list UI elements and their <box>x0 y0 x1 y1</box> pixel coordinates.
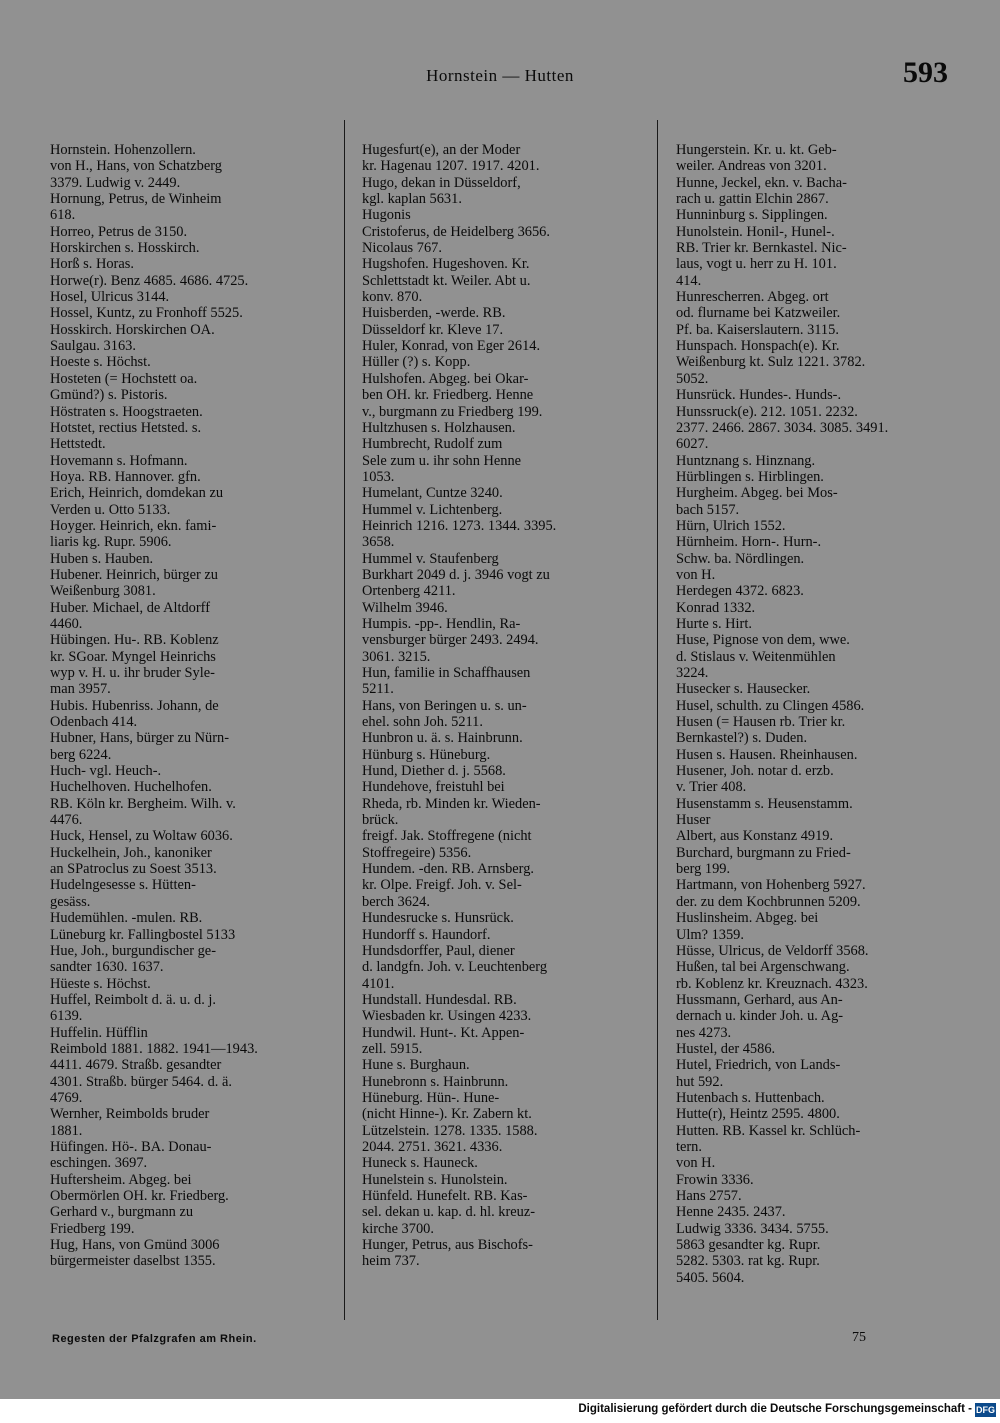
register-line: Heinrich 1216. 1273. 1344. 3395. <box>362 517 557 534</box>
register-line: Schlettstadt kt. Weiler. Abt u. <box>362 272 531 289</box>
register-line: Husen (= Hausen rb. Trier kr. <box>676 714 846 731</box>
register-line: Gmünd?) s. Pistoris. <box>50 387 168 404</box>
register-line: Frowin 3336. <box>676 1171 754 1188</box>
register-line: berg 199. <box>676 861 731 878</box>
register-line: Hutten. RB. Kassel kr. Schlüch- <box>676 1122 861 1139</box>
register-line: Wilhelm 3946. <box>362 599 448 616</box>
register-line: Husen s. Hausen. Rheinhausen. <box>676 746 858 763</box>
register-line: 5052. <box>676 370 709 387</box>
register-line: Höstraten s. Hoogstraeten. <box>50 403 203 420</box>
column-1 <box>50 142 325 1270</box>
page-number: 593 <box>903 56 948 89</box>
register-line: Hoyger. Heinrich, ekn. fami- <box>50 517 217 534</box>
register-line: 4476. <box>50 812 83 829</box>
register-line: Hugo, dekan in Düsseldorf, <box>362 174 521 191</box>
register-line: Odenbach 414. <box>50 714 138 731</box>
register-line: Hugonis <box>362 207 411 224</box>
series-title: Regesten der Pfalzgrafen am Rhein. <box>52 1333 257 1345</box>
register-line: Sele zum u. ihr sohn Henne <box>362 452 522 469</box>
register-line: 3379. Ludwig v. 2449. <box>50 174 181 191</box>
register-line: Hettstedt. <box>50 436 106 453</box>
register-line: an SPatroclus zu Soest 3513. <box>50 861 217 878</box>
register-line: Hans 2757. <box>676 1188 742 1204</box>
register-line: Hundehove, freistuhl bei <box>362 779 505 796</box>
register-line: Hüneburg. Hün-. Hune- <box>362 1089 500 1106</box>
register-line: eschingen. 3697. <box>50 1155 148 1172</box>
register-line: Hudemühlen. -mulen. RB. <box>50 910 203 927</box>
register-line: Hungerstein. Kr. u. kt. Geb- <box>676 142 837 158</box>
register-line: 3061. 3215. <box>362 648 431 665</box>
register-line: dernach u. kinder Joh. u. Ag- <box>676 1008 844 1025</box>
register-line: 4411. 4679. Straßb. gesandter <box>50 1057 222 1074</box>
register-line: Humbrecht, Rudolf zum <box>362 436 503 453</box>
register-line: laus, vogt u. herr zu H. 101. <box>676 256 837 273</box>
register-line: Friedberg 199. <box>50 1220 135 1237</box>
register-line: Hultzhusen s. Holzhausen. <box>362 419 516 436</box>
register-line: Henne 2435. 2437. <box>676 1204 786 1221</box>
register-line: Hubener. Heinrich, bürger zu <box>50 566 218 583</box>
register-line: Hustel, der 4586. <box>676 1040 776 1057</box>
register-line: kr. Olpe. Freigf. Joh. v. Sel- <box>362 877 522 894</box>
register-line: nes 4273. <box>676 1024 732 1041</box>
register-line: Hun, familie in Schaffhausen <box>362 665 531 681</box>
register-line: Hürnheim. Horn-. Hurn-. <box>676 534 822 551</box>
register-line: Hunssruck(e). 212. 1051. 2232. <box>676 403 858 420</box>
register-line: Hübingen. Hu-. RB. Koblenz <box>50 632 219 649</box>
register-line: Burchard, burgmann zu Fried- <box>676 844 851 861</box>
register-line: (nicht Hinne-). Kr. Zabern kt. <box>362 1106 532 1123</box>
register-line: der. zu dem Kochbrunnen 5209. <box>676 893 861 910</box>
register-line: Hunsrück. Hundes-. Hunds-. <box>676 387 842 404</box>
register-line: Huch- vgl. Heuch-. <box>50 763 162 780</box>
register-line: Hunne, Jeckel, ekn. v. Bacha- <box>676 174 847 191</box>
register-line: Hudelngesesse s. Hütten- <box>50 877 196 894</box>
register-line: Hosskirch. Horskirchen OA. <box>50 321 215 338</box>
register-line: konv. 870. <box>362 289 423 306</box>
register-line: 5405. 5604. <box>676 1269 745 1286</box>
register-line: Hundorff s. Haundorf. <box>362 926 491 943</box>
register-line: Hünburg s. Hüneburg. <box>362 746 491 763</box>
register-line: Albert, aus Konstanz 4919. <box>676 828 834 845</box>
register-line: Hug, Hans, von Gmünd 3006 <box>50 1237 220 1254</box>
register-line: 4301. Straßb. bürger 5464. d. ä. <box>50 1073 232 1090</box>
register-line: Huck, Hensel, zu Woltaw 6036. <box>50 828 233 845</box>
register-line: kr. SGoar. Myngel Heinrichs <box>50 648 216 665</box>
register-line: Huser <box>676 812 711 829</box>
register-line: Hartmann, von Hohenberg 5927. <box>676 877 866 894</box>
register-line: Obermörlen OH. kr. Friedberg. <box>50 1188 229 1204</box>
register-line: Wernher, Reimbolds bruder <box>50 1106 210 1123</box>
register-line: Husener, Joh. notar d. erzb. <box>676 763 834 780</box>
register-line: Hürn, Ulrich 1552. <box>676 517 786 534</box>
register-line: Hune s. Burghaun. <box>362 1057 470 1074</box>
register-line: Horreo, Petrus de 3150. <box>50 223 188 240</box>
register-line: 3658. <box>362 534 395 551</box>
register-line: bürgermeister daselbst 1355. <box>50 1253 216 1270</box>
register-line: Düsseldorf kr. Kleve 17. <box>362 321 504 338</box>
register-line: Horwe(r). Benz 4685. 4686. 4725. <box>50 272 249 289</box>
register-line: 4769. <box>50 1089 83 1106</box>
register-line: 2377. 2466. 2867. 3034. 3085. 3491. <box>676 419 889 436</box>
register-line: Hunger, Petrus, aus Bischofs- <box>362 1237 533 1254</box>
register-line: Hosel, Ulricus 3144. <box>50 289 170 306</box>
register-line: 5863 gesandter kg. Rupr. <box>676 1237 821 1254</box>
register-line: Huslinsheim. Abgeg. bei <box>676 910 819 927</box>
register-line: Hubner, Hans, bürger zu Nürn- <box>50 730 229 747</box>
register-line: 6027. <box>676 436 709 453</box>
register-line: Reimbold 1881. 1882. 1941—1943. <box>50 1040 258 1057</box>
register-line: Hummel v. Lichtenberg. <box>362 501 503 518</box>
register-line: Hornstein. Hohenzollern. <box>50 142 196 158</box>
register-line: Rheda, rb. Minden kr. Wieden- <box>362 795 541 812</box>
register-line: zell. 5915. <box>362 1040 423 1057</box>
register-line: wyp v. H. u. ihr bruder Syle- <box>50 665 215 681</box>
register-line: Weißenburg 3081. <box>50 583 156 600</box>
register-line: Schw. ba. Nördlingen. <box>676 550 805 567</box>
register-line: rach u. gattin Elchin 2867. <box>676 191 829 208</box>
register-line: Ulm? 1359. <box>676 926 744 943</box>
register-line: ben OH. kr. Friedberg. Henne <box>362 387 534 404</box>
funding-credit: Digitalisierung gefördert durch die Deutsche Forschungsgemeinschaft - <box>578 1403 972 1415</box>
register-line: Horskirchen s. Hosskirch. <box>50 240 200 257</box>
register-line: Huckelhein, Joh., kanoniker <box>50 844 212 861</box>
column-2 <box>362 142 637 1270</box>
register-line: kgl. kaplan 5631. <box>362 191 462 208</box>
register-line: Hossel, Kuntz, zu Fronhoff 5525. <box>50 305 243 322</box>
register-line: 4460. <box>50 615 83 632</box>
register-line: Erich, Heinrich, domdekan zu <box>50 485 224 502</box>
register-line: Hußen, tal bei Argenschwang. <box>676 959 850 976</box>
dfg-logo: DFG <box>976 1405 995 1415</box>
register-line: Hunolstein. Honil-, Hunel-. <box>676 223 835 240</box>
register-line: 618. <box>50 207 76 224</box>
register-line: Hundsdorffer, Paul, diener <box>362 942 515 959</box>
register-line: d. landgfn. Joh. v. Leuchtenberg <box>362 959 548 976</box>
register-line: 4101. <box>362 975 395 992</box>
register-line: brück. <box>362 812 399 829</box>
register-line: weiler. Andreas von 3201. <box>676 158 827 175</box>
register-line: v., burgmann zu Friedberg 199. <box>362 403 543 420</box>
credit-band <box>0 1399 1000 1423</box>
register-line: 1881. <box>50 1122 83 1139</box>
register-line: Hosteten (= Hochstett oa. <box>50 370 198 387</box>
register-line: Hussmann, Gerhard, aus An- <box>676 991 843 1008</box>
register-line: Burkhart 2049 d. j. 3946 vogt zu <box>362 566 550 583</box>
register-line: 1053. <box>362 468 395 485</box>
register-line: Hürblingen s. Hirblingen. <box>676 468 824 485</box>
register-line: Herdegen 4372. 6823. <box>676 583 804 600</box>
register-line: Nicolaus 767. <box>362 240 442 257</box>
register-line: Hornung, Petrus, de Winheim <box>50 191 222 208</box>
register-line: berg 6224. <box>50 746 112 763</box>
register-line: Hunspach. Honspach(e). Kr. <box>676 338 840 355</box>
register-line: Huftersheim. Abgeg. bei <box>50 1171 192 1188</box>
register-line: Hüfingen. Hö-. BA. Donau- <box>50 1138 212 1155</box>
register-line: Husel, schulth. zu Clingen 4586. <box>676 697 865 714</box>
register-line: Lützelstein. 1278. 1335. 1588. <box>362 1122 538 1139</box>
register-line: von H. <box>676 566 716 583</box>
register-line: berch 3624. <box>362 893 430 910</box>
register-line: Huler, Konrad, von Eger 2614. <box>362 338 541 355</box>
register-line: 6139. <box>50 1008 83 1025</box>
register-line: Hummel v. Staufenberg <box>362 550 499 567</box>
register-line: Ludwig 3336. 3434. 5755. <box>676 1220 829 1237</box>
register-line: 3224. <box>676 665 709 681</box>
register-line: Hunrescherren. Abgeg. ort <box>676 289 829 306</box>
register-line: kirche 3700. <box>362 1220 434 1237</box>
register-line: Hünfeld. Hunefelt. RB. Kas- <box>362 1188 528 1204</box>
register-line: Cristoferus, de Heidelberg 3656. <box>362 223 550 240</box>
running-header: Hornstein — Hutten <box>426 66 574 85</box>
register-line: Horß s. Horas. <box>50 256 134 273</box>
register-line: Hans, von Beringen u. s. un- <box>362 697 527 714</box>
register-line: kr. Hagenau 1207. 1917. 4201. <box>362 158 540 175</box>
register-line: d. Stislaus v. Weitenmühlen <box>676 648 836 665</box>
register-line: Pf. ba. Kaiserslautern. 3115. <box>676 321 839 338</box>
register-line: Ortenberg 4211. <box>362 583 456 600</box>
register-line: 414. <box>676 272 702 289</box>
register-line: gesäss. <box>50 893 91 910</box>
register-line: ehel. sohn Joh. 5211. <box>362 714 483 731</box>
register-line: vensburger bürger 2493. 2494. <box>362 632 539 649</box>
register-line: od. flurname bei Katzweiler. <box>676 305 841 322</box>
register-line: Stoffregeire) 5356. <box>362 844 472 861</box>
register-line: Hoeste s. Höchst. <box>50 354 151 371</box>
register-line: Huffelin. Hüfflin <box>50 1024 148 1041</box>
register-line: Husecker s. Hausecker. <box>676 681 811 698</box>
footer-page-number: 75 <box>852 1330 866 1345</box>
register-line: Hurgheim. Abgeg. bei Mos- <box>676 485 838 502</box>
register-line: Huben s. Hauben. <box>50 550 154 567</box>
register-line: Hund, Diether d. j. 5568. <box>362 763 506 780</box>
register-line: Saulgau. 3163. <box>50 338 136 355</box>
register-line: rb. Koblenz kr. Kreuznach. 4323. <box>676 975 868 992</box>
register-line: Wiesbaden kr. Usingen 4233. <box>362 1008 532 1025</box>
register-line: Hüeste s. Höchst. <box>50 975 151 992</box>
register-line: Huntznang s. Hinznang. <box>676 452 816 469</box>
register-line: Hoya. RB. Hannover. gfn. <box>50 468 201 485</box>
register-line: liaris kg. Rupr. 5906. <box>50 534 172 551</box>
register-line: Verden u. Otto 5133. <box>50 501 171 518</box>
register-line: Huneck s. Hauneck. <box>362 1155 478 1172</box>
register-line: Humelant, Cuntze 3240. <box>362 485 503 502</box>
register-line: Huse, Pignose von dem, wwe. <box>676 632 850 649</box>
register-line: freigf. Jak. Stoffregene (nicht <box>362 828 532 845</box>
register-line: Lüneburg kr. Fallingbostel 5133 <box>50 926 236 943</box>
register-line: v. Trier 408. <box>676 779 747 796</box>
register-line: Hugesfurt(e), an der Moder <box>362 142 521 158</box>
register-line: Hutte(r), Heintz 2595. 4800. <box>676 1106 840 1123</box>
column-divider-right <box>657 120 658 1320</box>
register-line: RB. Trier kr. Bernkastel. Nic- <box>676 240 847 257</box>
register-line: RB. Köln kr. Bergheim. Wilh. v. <box>50 795 236 812</box>
register-line: 2044. 2751. 3621. 4336. <box>362 1138 503 1155</box>
register-line: Huffel, Reimbolt d. ä. u. d. j. <box>50 991 217 1008</box>
register-line: Hunelstein s. Hunolstein. <box>362 1171 508 1188</box>
register-line: Hulshofen. Abgeg. bei Okar- <box>362 370 529 387</box>
register-line: 5211. <box>362 681 394 698</box>
register-line: Hugshofen. Hugeshoven. Kr. <box>362 256 530 273</box>
register-line: Hundstall. Hundesdal. RB. <box>362 991 517 1008</box>
register-line: Humpis. -pp-. Hendlin, Ra- <box>362 615 521 632</box>
register-line: Weißenburg kt. Sulz 1221. 3782. <box>676 354 866 371</box>
register-line: tern. <box>676 1138 702 1155</box>
register-line: man 3957. <box>50 681 111 698</box>
register-line: Hüller (?) s. Kopp. <box>362 354 471 371</box>
register-line: Huchelhoven. Huchelhofen. <box>50 779 212 796</box>
register-line: Husenstamm s. Heusenstamm. <box>676 795 853 812</box>
register-line: Hutenbach s. Huttenbach. <box>676 1089 825 1106</box>
register-line: Hunbron u. ä. s. Hainbrunn. <box>362 730 523 747</box>
column-3 <box>676 142 952 1286</box>
register-line: Hundesrucke s. Hunsrück. <box>362 910 514 927</box>
register-line: Bernkastel?) s. Duden. <box>676 730 808 747</box>
register-line: Huber. Michael, de Altdorff <box>50 599 210 616</box>
register-line: sel. dekan u. kap. d. hl. kreuz- <box>362 1204 536 1221</box>
register-line: Hunninburg s. Sipplingen. <box>676 207 828 224</box>
register-line: von H., Hans, von Schatzberg <box>50 158 222 175</box>
register-line: Hovemann s. Hofmann. <box>50 452 188 469</box>
register-line: Hotstet, rectius Hetsted. s. <box>50 419 202 436</box>
register-line: Hundwil. Hunt-. Kt. Appen- <box>362 1024 525 1041</box>
register-line: Konrad 1332. <box>676 599 756 616</box>
register-line: sandter 1630. 1637. <box>50 959 164 976</box>
register-line: Hurte s. Hirt. <box>676 615 752 632</box>
register-line: 5282. 5303. rat kg. Rupr. <box>676 1253 820 1270</box>
register-line: Hutel, Friedrich, von Lands- <box>676 1057 841 1074</box>
register-line: von H. <box>676 1155 716 1172</box>
register-line: heim 737. <box>362 1253 420 1270</box>
register-line: Gerhard v., burgmann zu <box>50 1204 194 1221</box>
register-line: Huisberden, -werde. RB. <box>362 305 506 322</box>
register-line: Hunebronn s. Hainbrunn. <box>362 1073 509 1090</box>
register-line: Hubis. Hubenriss. Johann, de <box>50 697 219 714</box>
register-line: Hundem. -den. RB. Arnsberg. <box>362 861 535 878</box>
register-line: bach 5157. <box>676 501 740 518</box>
register-line: hut 592. <box>676 1073 724 1090</box>
register-line: Hue, Joh., burgundischer ge- <box>50 942 216 959</box>
register-line: Hüsse, Ulricus, de Veldorff 3568. <box>676 942 869 959</box>
column-divider-left <box>344 120 345 1320</box>
